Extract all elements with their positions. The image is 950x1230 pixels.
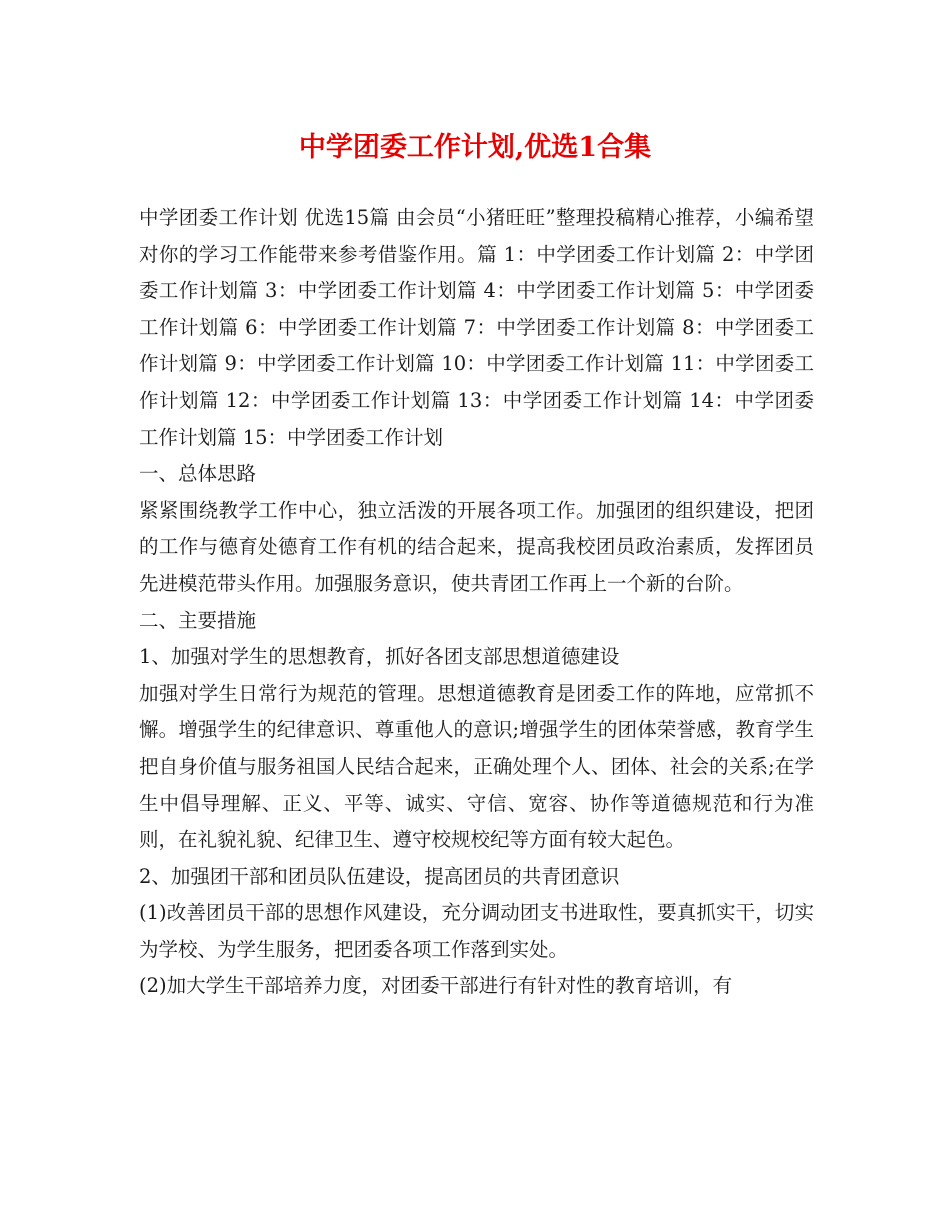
ideological-education-paragraph: 加强对学生日常行为规范的管理。思想道德教育是团委工作的阵地，应常抓不懈。增强学生的纪律意识、尊重他人的意识;增强学生的团体荣誉感，教育学生把自身价值与服务祖国人民结合起来，正确处理个人、团体、社会的关系;在学生中倡导理解、正义、平等、诚实、守信、宽容、协作等道德规范和行为准则，在礼貌礼貌、纪律卫生、遵守校规校纪等方面有较大起色。 [139, 681, 814, 852]
document-title: 中学团委工作计划,优选1合集 [298, 132, 652, 163]
document-body [139, 200, 814, 1005]
overall-approach-paragraph: 紧紧围绕教学工作中心，独立活泼的开展各项工作。加强团的组织建设，把团的工作与德育处德育工作有机的结合起来，提高我校团员政治素质，发挥团员先进模范带头作用。加强服务意识，使共青团工作再上一个新的台阶。 [139, 498, 814, 595]
section-heading-main-measures: 二、主要措施 [139, 608, 257, 632]
intro-paragraph: 中学团委工作计划 优选15篇 由会员“小猪旺旺”整理投稿精心推荐，小编希望对你的学习工作能带来参考借鉴作用。篇 1：中学团委工作计划篇 2：中学团委工作计划篇 3：中学团委工作计划篇 4：中学团委工作计划篇 5：中学团委工作计划篇 6：中学团委工作计划篇 7：中学团委工作计划篇 8：中学团委工作计划篇 9：中学团委工作计划篇 10：中学团委工作计划篇 11：中学团委工作计划篇 12：中学团委工作计划篇 13：中学团委工作计划篇 14：中学团委工作计划篇 15：中学团委工作计划 [139, 206, 814, 449]
section-heading-overall-approach: 一、总体思路 [139, 462, 257, 486]
subheading-cadre-team-building: 2、加强团干部和团员队伍建设，提高团员的共青团意识 [139, 864, 620, 888]
subheading-ideological-education: 1、加强对学生的思想教育，抓好各团支部思想道德建设 [139, 645, 620, 669]
list-item-1: (1)改善团员干部的思想作风建设，充分调动团支书进取性，要真抓实干，切实为学校、为学生服务，把团委各项工作落到实处。 [139, 901, 814, 961]
list-item-2: (2)加大学生干部培养力度，对团委干部进行有针对性的教育培训，有 [139, 974, 733, 998]
